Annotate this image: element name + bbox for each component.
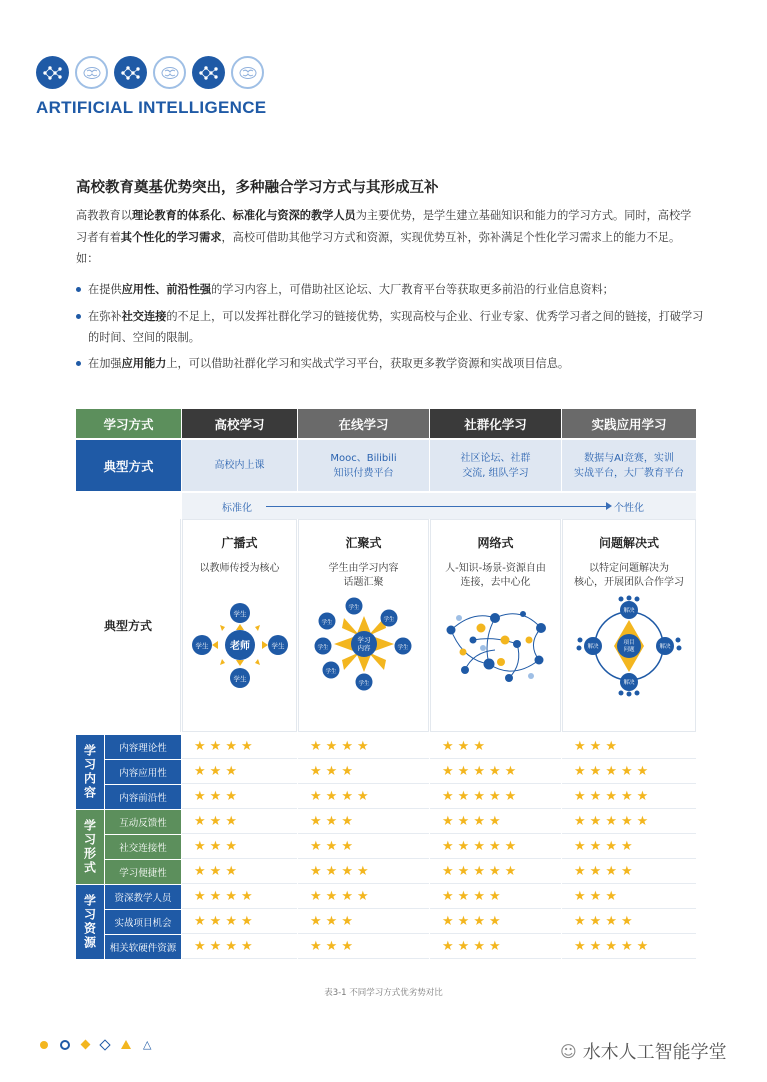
mode-title: 问题解决式 [598,536,659,550]
rating-cell [562,935,696,959]
star-icon: ★ [473,739,485,754]
half-star-icon: ★ [504,764,517,779]
watermark [560,1038,727,1064]
star-icon: ★ [605,814,617,829]
mode-aggregation [298,519,429,732]
star-icon: ★ [209,864,222,879]
brain-network-icon [36,56,69,89]
star-icon: ★ [605,789,617,804]
rating-cell [430,810,561,834]
svg-text:学生: 学生 [347,605,360,611]
star-icon: ★ [442,814,454,829]
axis-right-label: 个性化 [614,503,644,514]
star-icon: ★ [194,814,206,829]
triangle-icon [121,1040,131,1049]
star-icon: ★ [620,814,633,829]
rating-cell [430,760,561,784]
svg-text:项目: 项目 [623,640,635,646]
star-icon: ★ [605,764,617,779]
star-icon: ★ [209,839,222,854]
brain-network-icon [114,56,147,89]
rating-row-label: 实战项目机会 [105,910,181,934]
rating-cell [182,835,297,859]
brand-title: ARTIFICIAL INTELLIGENCE [36,98,267,117]
star-icon: ★ [325,839,338,854]
star-icon: ★ [442,789,454,804]
svg-text:学习: 学习 [357,636,370,644]
table-header-cell: 高校学习 [182,409,297,438]
star-icon: ★ [325,914,338,929]
network-diagram [443,600,549,686]
star-icon: ★ [325,864,338,879]
rating-row-label: 互动反馈性 [105,810,181,834]
star-icon: ★ [341,789,353,804]
star-icon: ★ [574,889,586,904]
star-icon: ★ [310,814,322,829]
mode-broadcast [182,519,297,732]
rating-row-label: 内容前沿性 [105,785,181,809]
star-icon: ★ [310,739,322,754]
star-icon: ★ [209,789,222,804]
rating-cell [182,910,297,934]
rating-row-label: 学习便捷性 [105,860,181,884]
svg-text:学生: 学生 [324,669,337,675]
star-icon: ★ [589,789,602,804]
star-icon: ★ [488,864,501,879]
brain-outline-icon [231,56,264,89]
typical-row-label: 典型方式 [76,440,181,491]
rating-cell [182,810,297,834]
rating-cell [298,860,429,884]
star-icon: ★ [442,764,454,779]
star-icon: ★ [341,889,353,904]
star-icon: ★ [636,939,649,954]
star-icon: ★ [325,814,338,829]
star-icon: ★ [473,889,485,904]
star-icon: ★ [209,889,222,904]
star-icon: ★ [589,889,602,904]
mode-desc: 以教师传授为核心 [199,563,280,574]
rating-cell [298,910,429,934]
rating-cell [562,910,696,934]
mode-desc: 学生由学习内容 话题汇聚 [328,563,399,588]
star-icon: ★ [620,789,633,804]
star-icon: ★ [225,789,237,804]
comparison-table [76,409,696,959]
star-icon: ★ [442,864,454,879]
star-icon: ★ [194,914,206,929]
star-icon: ★ [356,864,369,879]
star-icon: ★ [310,939,322,954]
half-star-icon: ★ [504,789,517,804]
star-icon: ★ [605,939,617,954]
star-icon: ★ [341,939,353,954]
dot-icon [40,1041,48,1049]
star-icon: ★ [310,839,322,854]
star-icon: ★ [209,814,222,829]
star-icon: ★ [488,789,501,804]
star-icon: ★ [589,739,602,754]
star-icon: ★ [473,914,485,929]
star-icon: ★ [225,739,237,754]
mode-network [430,519,561,732]
star-icon: ★ [209,939,222,954]
star-icon: ★ [574,764,586,779]
star-icon: ★ [194,889,206,904]
rating-cell [298,935,429,959]
star-icon: ★ [574,789,586,804]
star-icon: ★ [457,814,470,829]
rating-cell [562,860,696,884]
star-icon: ★ [240,739,253,754]
star-icon: ★ [620,864,633,879]
star-icon: ★ [605,739,617,754]
star-icon: ★ [574,814,586,829]
brain-outline-icon [153,56,186,89]
typical-cell: Mooc、Bilibili 知识付费平台 [298,440,429,491]
rating-cell [298,810,429,834]
star-icon: ★ [341,739,353,754]
mode-title: 广播式 [221,536,258,550]
rating-cell [562,885,696,909]
star-icon: ★ [589,864,602,879]
star-icon: ★ [504,864,517,879]
diamond-icon [81,1040,91,1050]
mode-desc: 人-知识-场景-资源自由 连接，去中心化 [445,563,546,588]
diamond-outline-icon [99,1039,110,1050]
star-icon: ★ [310,914,322,929]
star-icon: ★ [225,864,237,879]
star-icon: ★ [310,889,322,904]
svg-text:学生: 学生 [233,675,246,683]
svg-text:学生: 学生 [271,642,284,650]
mode-desc: 以特定问题解决为 核心，开展团队合作学习 [574,563,684,588]
star-icon: ★ [442,939,454,954]
star-icon: ★ [194,789,206,804]
star-icon: ★ [488,764,501,779]
half-star-icon: ★ [488,889,501,904]
rating-cell [430,935,561,959]
star-icon: ★ [605,914,617,929]
star-icon: ★ [341,839,353,854]
arrow-head-icon [606,502,612,510]
rating-row-label: 内容应用性 [105,760,181,784]
rating-cell [562,810,696,834]
star-icon: ★ [325,939,338,954]
star-icon: ★ [589,764,602,779]
star-icon: ★ [442,739,454,754]
svg-text:学生: 学生 [320,620,333,626]
star-icon: ★ [310,789,322,804]
star-icon: ★ [310,864,322,879]
star-icon: ★ [240,889,253,904]
star-icon: ★ [589,939,602,954]
brain-outline-icon [75,56,108,89]
star-icon: ★ [574,939,586,954]
svg-text:学生: 学生 [357,681,370,687]
table-caption: 表3-1 不同学习方式优劣势对比 [324,988,443,998]
star-icon: ★ [473,864,485,879]
star-icon: ★ [442,914,454,929]
star-icon: ★ [488,914,501,929]
star-icon: ★ [574,914,586,929]
star-icon: ★ [341,814,353,829]
axis-arrow [266,506,608,507]
star-icon: ★ [620,939,633,954]
star-icon: ★ [209,764,222,779]
svg-text:学生: 学生 [382,617,395,623]
triangle-outline-icon: △ [143,1038,152,1051]
star-icon: ★ [225,764,237,779]
rating-row-label: 资深教学人员 [105,885,181,909]
watermark-text: 水木人工智能学堂 [582,1042,727,1063]
table-header-cell: 实践应用学习 [562,409,696,438]
star-icon: ★ [488,839,501,854]
star-icon: ★ [605,889,617,904]
star-icon: ★ [457,864,470,879]
star-icon: ★ [620,764,633,779]
table-header-cell: 社群化学习 [430,409,561,438]
svg-text:问题: 问题 [623,647,635,653]
mode-title: 网络式 [477,536,514,550]
star-icon: ★ [605,839,617,854]
table-header-cell: 在线学习 [298,409,429,438]
star-icon: ★ [457,739,470,754]
star-icon: ★ [636,814,649,829]
rating-cell [562,735,696,759]
star-icon: ★ [225,939,237,954]
star-icon: ★ [457,839,470,854]
rating-cell [562,835,696,859]
star-icon: ★ [325,789,338,804]
star-icon: ★ [325,889,338,904]
svg-text:学生: 学生 [396,645,409,651]
broadcast-diagram [190,600,290,690]
star-icon: ★ [225,889,237,904]
rating-cell [182,935,297,959]
rating-cell [430,885,561,909]
rating-group-label: 学习资源 [76,885,104,959]
rating-cell [182,735,297,759]
rating-cell [562,760,696,784]
star-icon: ★ [457,939,470,954]
star-icon: ★ [209,739,222,754]
rating-cell [562,785,696,809]
star-icon: ★ [605,864,617,879]
star-icon: ★ [442,889,454,904]
rating-group-label: 学习形式 [76,810,104,884]
star-icon: ★ [473,764,485,779]
rating-cell [182,885,297,909]
star-icon: ★ [473,839,485,854]
svg-text:解决: 解决 [587,644,599,650]
star-icon: ★ [325,739,338,754]
bullet-item: 在弥补社交连接的不足上，可以发挥社群化学习的链接优势，实现高校与企业、行业专家、优秀学习者之间的链接，打破学习的时间、空间的限制。 [76,306,708,348]
rating-group-label: 学习内容 [76,735,104,809]
svg-text:解决: 解决 [623,608,635,614]
svg-text:学生: 学生 [316,645,329,651]
star-icon: ★ [589,914,602,929]
mode-title: 汇聚式 [345,536,382,550]
star-icon: ★ [574,739,586,754]
half-star-icon: ★ [240,914,253,929]
star-icon: ★ [488,939,501,954]
half-star-icon: ★ [636,764,649,779]
mode-row-label: 典型方式 [76,519,181,732]
rating-cell [430,735,561,759]
star-icon: ★ [341,764,353,779]
star-icon: ★ [194,839,206,854]
ring-icon [60,1040,70,1050]
half-star-icon: ★ [356,789,369,804]
rating-row-label: 内容理论性 [105,735,181,759]
rating-row-label: 相关软硬件资源 [105,935,181,959]
svg-text:内容: 内容 [357,644,370,652]
star-icon: ★ [442,839,454,854]
star-icon: ★ [310,764,322,779]
star-icon: ★ [473,789,485,804]
half-star-icon: ★ [240,939,253,954]
intro-paragraph: 高教教育以理论教育的体系化、标准化与资深的教学人员为主要优势，是学生建立基础知识和能力的学习方式。同时，高校学习者有着其个性化的学习需求，高校可借助其他学习方式和资源，实现优势互补，弥补满足个性化学习需求上的能力不足。如： [76,209,692,265]
brain-network-icon [192,56,225,89]
star-icon: ★ [225,814,237,829]
rating-cell [182,760,297,784]
star-icon: ★ [457,764,470,779]
rating-cell [298,835,429,859]
rating-cell [298,885,429,909]
table-header-cell: 学习方式 [76,409,181,438]
half-star-icon: ★ [636,789,649,804]
problem-solving-diagram [574,596,684,696]
logo-row [36,56,264,89]
svg-text:学生: 学生 [195,642,208,650]
star-icon: ★ [341,914,353,929]
rating-cell [298,760,429,784]
star-icon: ★ [574,864,586,879]
star-icon: ★ [225,839,237,854]
axis-left-label: 标准化 [222,503,252,514]
wechat-icon: ☺ [560,1041,577,1061]
star-icon: ★ [194,939,206,954]
star-icon: ★ [574,839,586,854]
star-icon: ★ [225,914,237,929]
star-icon: ★ [457,914,470,929]
star-icon: ★ [457,889,470,904]
star-icon: ★ [194,764,206,779]
svg-text:老师: 老师 [229,641,250,652]
rating-cell [298,785,429,809]
rating-cell [430,860,561,884]
rating-cell [182,860,297,884]
footer-decoration [40,1039,151,1050]
star-icon: ★ [473,814,485,829]
typical-cell: 数据与AI竞赛，实训 实战平台，大厂教育平台 [562,440,696,491]
rating-cell [430,785,561,809]
svg-text:解决: 解决 [623,680,635,686]
star-icon: ★ [620,914,633,929]
typical-cell: 社区论坛、社群 交流, 组队学习 [430,440,561,491]
star-icon: ★ [620,839,633,854]
half-star-icon: ★ [356,889,369,904]
typical-cell: 高校内上课 [182,440,297,491]
rating-cell [430,910,561,934]
star-icon: ★ [488,814,501,829]
svg-text:解决: 解决 [659,644,671,650]
star-icon: ★ [194,739,206,754]
star-icon: ★ [589,839,602,854]
star-icon: ★ [457,789,470,804]
star-icon: ★ [325,764,338,779]
rating-cell [182,785,297,809]
star-icon: ★ [194,864,206,879]
star-icon: ★ [589,814,602,829]
svg-text:学生: 学生 [233,610,246,618]
mode-problem-solving [562,519,696,732]
bullet-item: 在加强应用能力上，可以借助社群化学习和实战式学习平台，获取更多教学资源和实战项目信息。 [76,353,708,374]
star-icon: ★ [341,864,353,879]
rating-row-label: 社交连接性 [105,835,181,859]
star-icon: ★ [209,914,222,929]
star-icon: ★ [356,739,369,754]
bullet-item: 在提供应用性、前沿性强的学习内容上，可借助社区论坛、大厂教育平台等获取更多前沿的行业信息资料； [76,279,708,300]
section-title: 高校教育奠基优势突出，多种融合学习方式与其形成互补 [76,180,439,196]
star-icon: ★ [473,939,485,954]
rating-cell [298,735,429,759]
star-icon: ★ [504,839,517,854]
rating-cell [430,835,561,859]
aggregation-diagram [314,596,414,692]
